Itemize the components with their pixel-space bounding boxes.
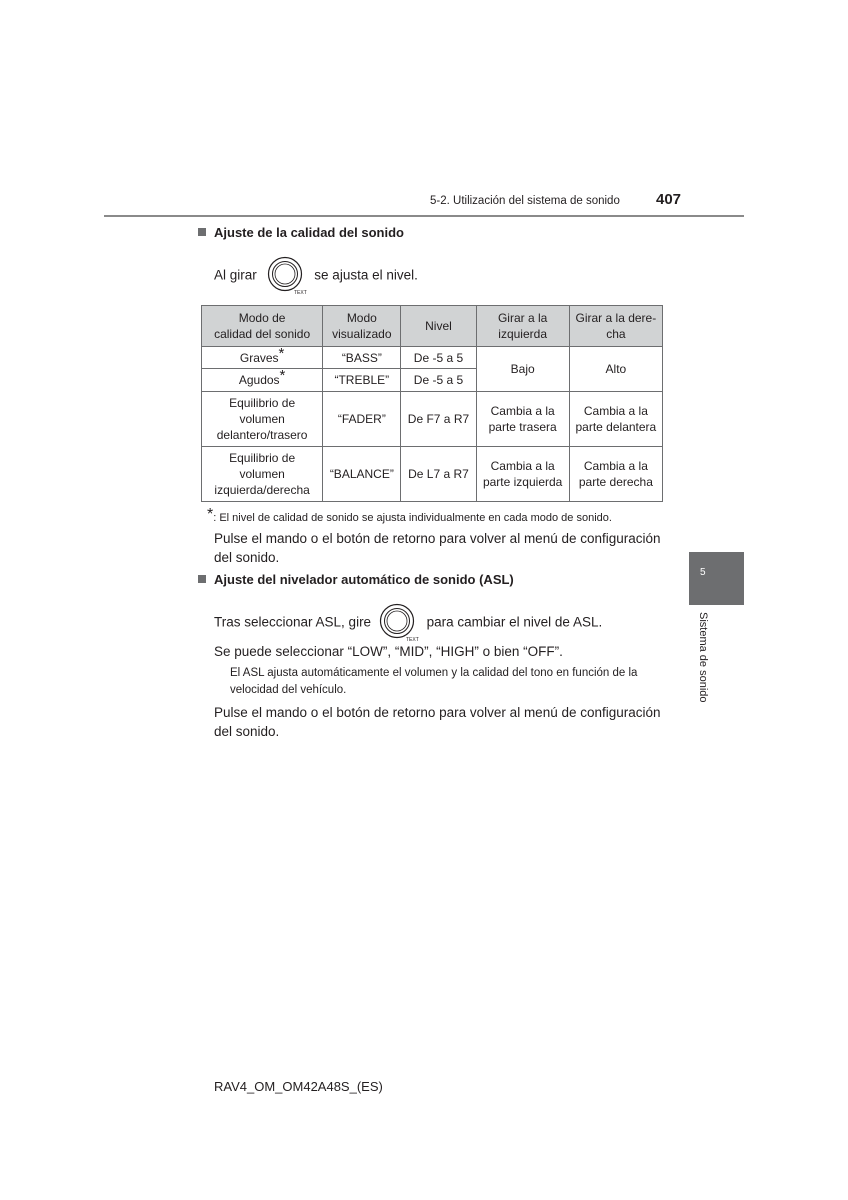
- tune-dial-icon: [267, 256, 307, 296]
- svg-text:TEXT: TEXT: [293, 290, 307, 296]
- section-title: 5-2. Utilización del sistema de sonido: [430, 195, 620, 207]
- cell-turn-right: Cambia a la parte derecha: [569, 447, 662, 502]
- return-note: [214, 529, 661, 567]
- header-rule: [104, 215, 744, 217]
- return-note-line: Pulse el mando o el botón de retorno para volver al menú de configuración: [214, 705, 661, 720]
- return-note-line: del sonido.: [214, 550, 280, 565]
- asl-options-text: Se puede seleccionar “LOW”, “MID”, “HIGH” o bien “OFF”.: [214, 644, 563, 659]
- cell-mode: Graves*: [202, 347, 323, 369]
- table-footnote: [207, 506, 612, 524]
- document-code: RAV4_OM_OM42A48S_(ES): [214, 1079, 383, 1094]
- cell-display: “BALANCE”: [323, 447, 401, 502]
- chapter-tab: [689, 552, 744, 605]
- intro-text-after: se ajusta el nivel.: [314, 267, 418, 283]
- cell-display: “FADER”: [323, 392, 401, 447]
- section-heading-sound-quality: [198, 225, 404, 240]
- table-row: [202, 392, 663, 447]
- col-header-display: Modo visualizado: [323, 306, 401, 347]
- page-number: 407: [656, 191, 682, 208]
- svg-text:TEXT: TEXT: [405, 637, 419, 643]
- col-header-turn-left: Girar a la izquierda: [476, 306, 569, 347]
- return-note-line: del sonido.: [214, 724, 280, 739]
- return-note: [214, 703, 661, 741]
- col-header-mode: Modo de calidad del sonido: [202, 306, 323, 347]
- footnote-asterisk: *: [207, 506, 214, 523]
- cell-turn-left: Cambia a la parte izquierda: [476, 447, 569, 502]
- heading-text: Ajuste del nivelador automático de sonido (ASL): [214, 572, 514, 587]
- tune-dial-icon: [379, 603, 419, 643]
- asl-note: [230, 665, 637, 699]
- cell-turn-right: Cambia a la parte delantera: [569, 392, 662, 447]
- cell-level: De -5 a 5: [401, 369, 476, 392]
- square-bullet-icon: [198, 228, 206, 236]
- cell-turn-left: Bajo: [476, 347, 569, 392]
- table-row: [202, 447, 663, 502]
- heading-text: Ajuste de la calidad del sonido: [214, 225, 404, 240]
- chapter-label: Sistema de sonido: [697, 612, 709, 703]
- footnote-text: : El nivel de calidad de sonido se ajusta individualmente en cada modo de sonido.: [213, 512, 612, 524]
- intro-text-before: Tras seleccionar ASL, gire: [214, 614, 372, 630]
- intro-text-after: para cambiar el nivel de ASL.: [426, 614, 603, 630]
- cell-mode: Equilibrio de volumen izquierda/derecha: [202, 447, 323, 502]
- asl-note-line: velocidad del vehículo.: [230, 684, 347, 696]
- cell-level: De L7 a R7: [401, 447, 476, 502]
- cell-mode: Agudos*: [202, 369, 323, 392]
- cell-display: “TREBLE”: [323, 369, 401, 392]
- section-heading-asl: [198, 572, 514, 587]
- col-header-level: Nivel: [401, 306, 476, 347]
- cell-turn-left: Cambia a la parte trasera: [476, 392, 569, 447]
- cell-level: De -5 a 5: [401, 347, 476, 369]
- asl-intro-line: [214, 603, 602, 643]
- asl-note-line: El ASL ajusta automáticamente el volumen y la calidad del tono en función de la: [230, 667, 638, 679]
- table-header-row: [202, 306, 663, 347]
- table-row: [202, 347, 663, 369]
- col-header-turn-right: Girar a la dere- cha: [569, 306, 662, 347]
- intro-text-before: Al girar: [214, 267, 257, 283]
- chapter-number: 5: [700, 567, 706, 578]
- return-note-line: Pulse el mando o el botón de retorno para volver al menú de configuración: [214, 531, 661, 546]
- cell-display: “BASS”: [323, 347, 401, 369]
- cell-mode: Equilibrio de volumen delantero/trasero: [202, 392, 323, 447]
- cell-turn-right: Alto: [569, 347, 662, 392]
- square-bullet-icon: [198, 575, 206, 583]
- intro-line: [214, 256, 418, 296]
- cell-level: De F7 a R7: [401, 392, 476, 447]
- sound-quality-table: [201, 305, 663, 502]
